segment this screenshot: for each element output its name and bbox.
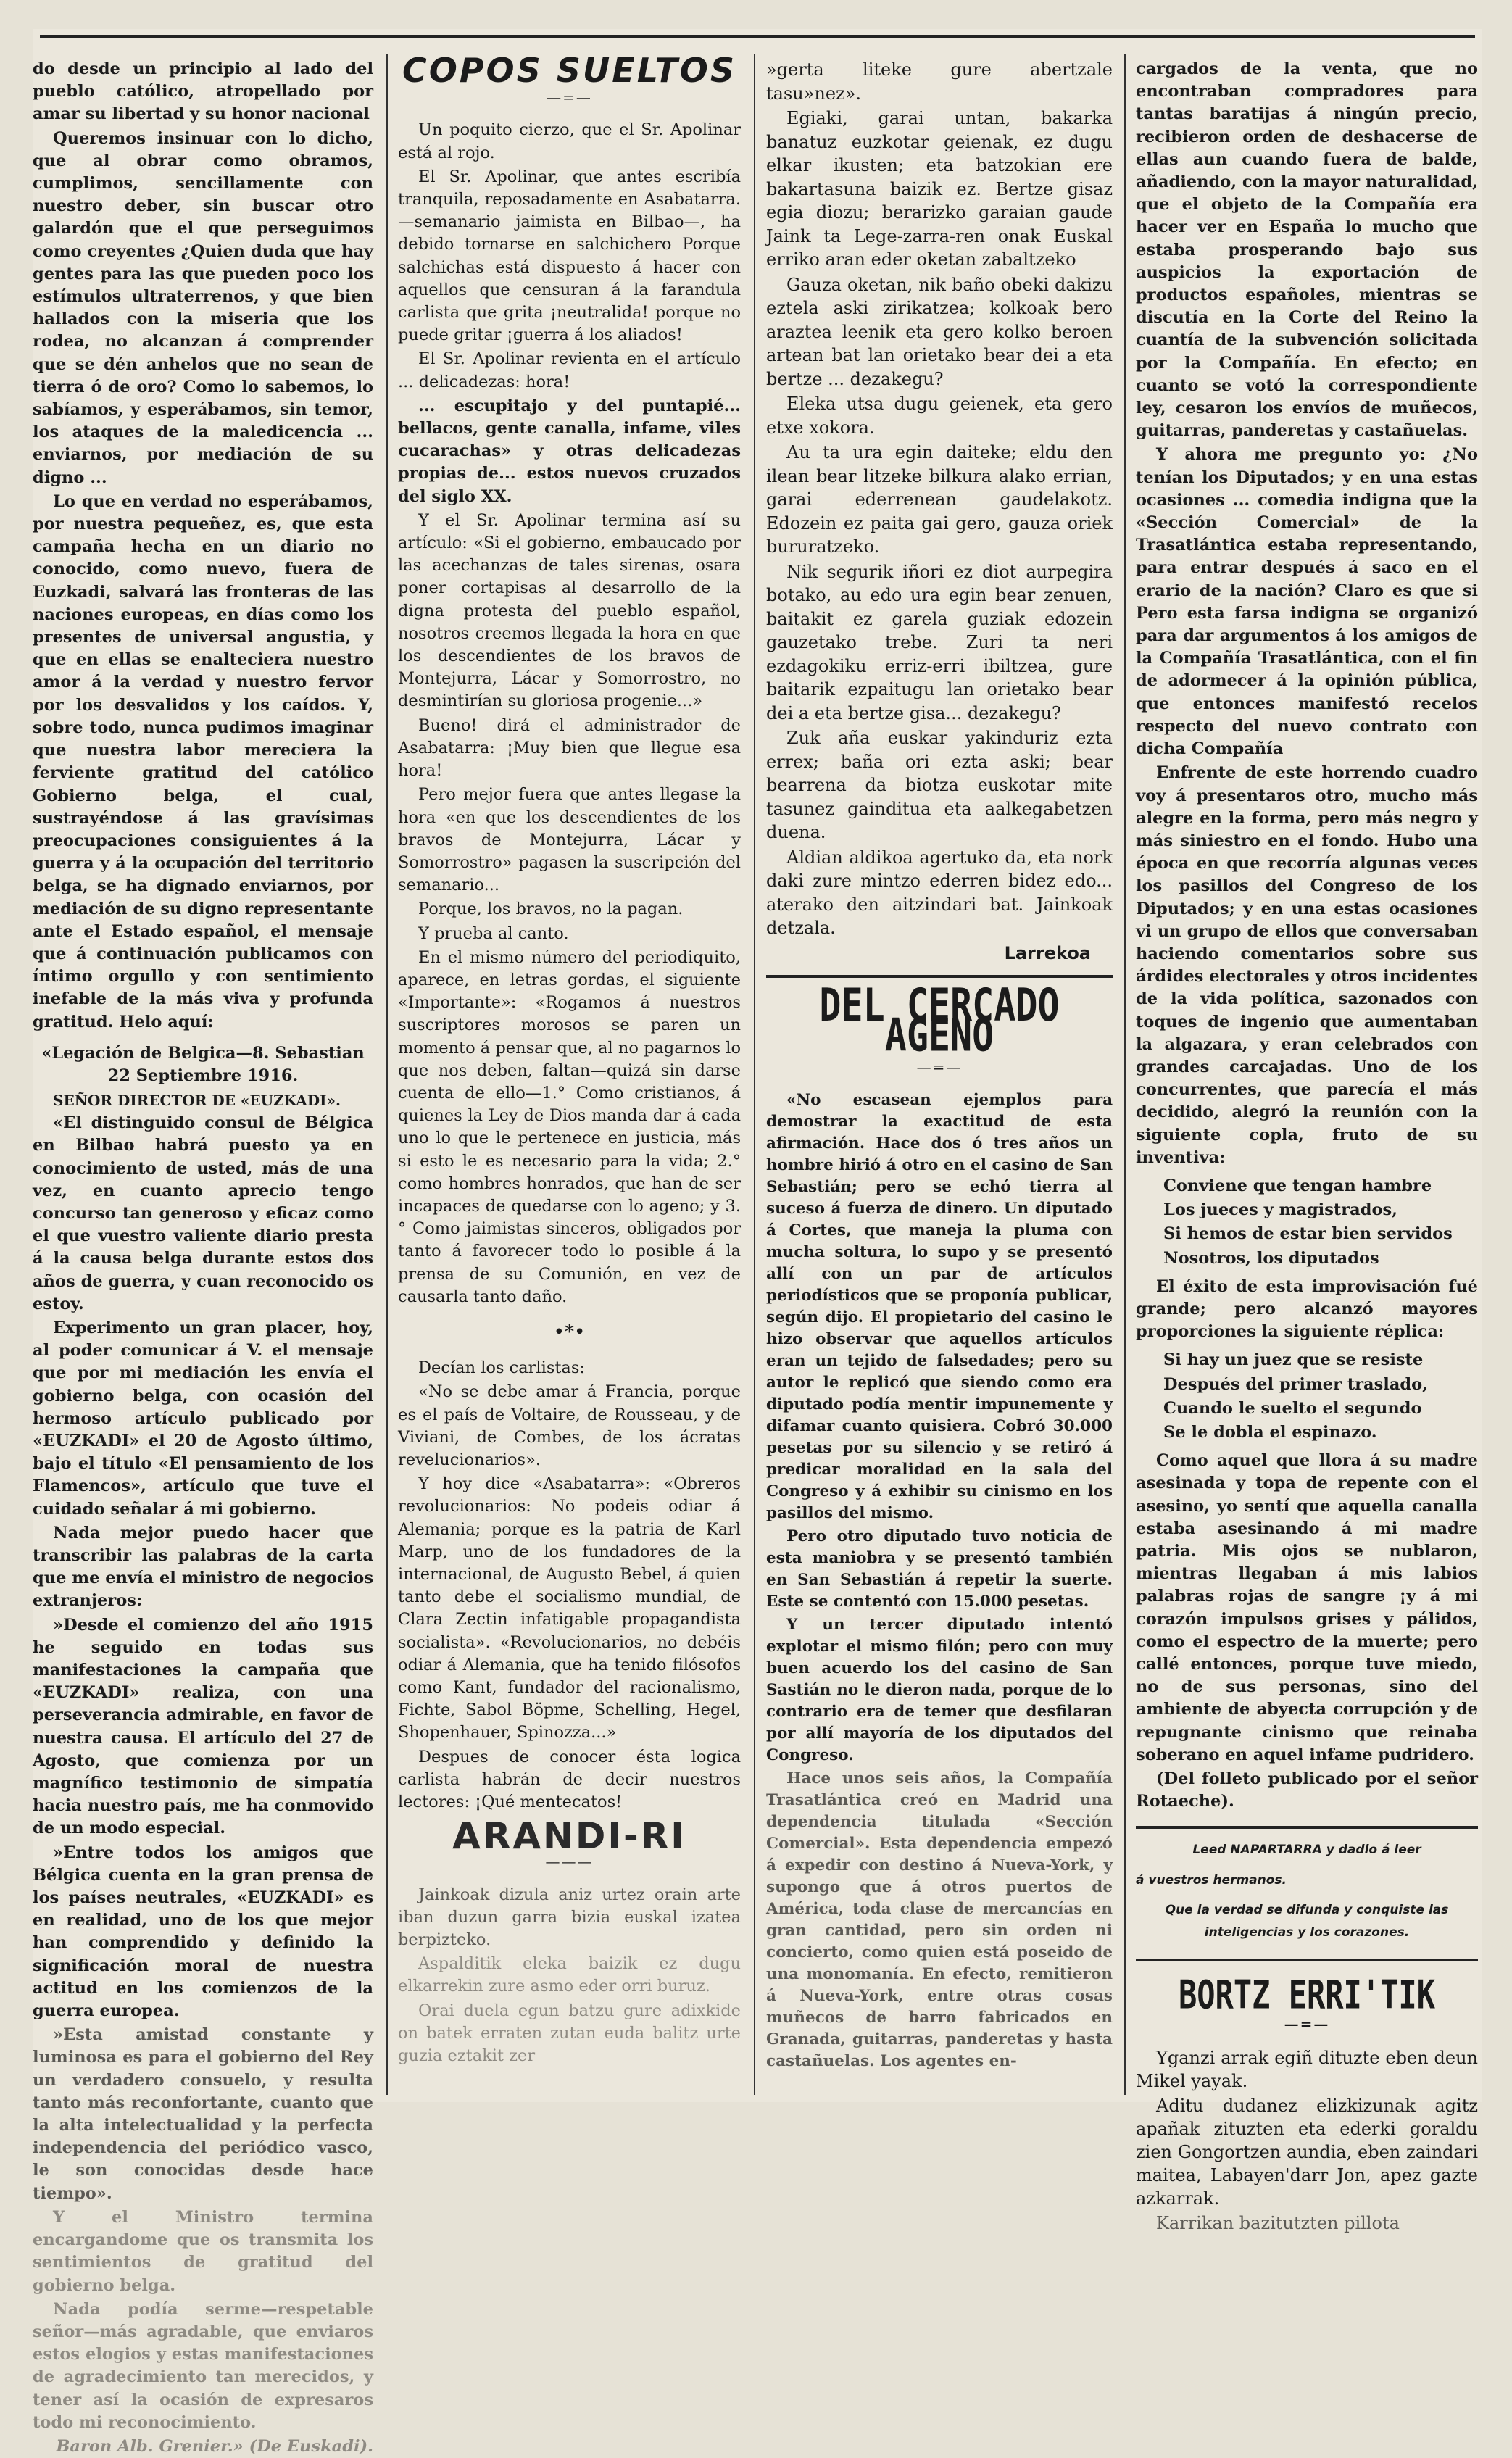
article-body bbox=[766, 1089, 1113, 2072]
divider-ornament: —=— bbox=[547, 88, 592, 107]
paragraph: Aspalditik eleka baizik ez dugu elkarrekin zure asmo eder orri buruz. bbox=[398, 1954, 741, 1996]
paragraph: «El distinguido consul de Bélgica en Bilbao habrá puesto ya en conocimiento de usted, más de una vez, en cuanto aprecio tengo concurso tan generoso y eficaz como el que vuestro valiente diario presta á la causa belga durante estos dos años de guerra, y cuan reconocido os estoy. bbox=[33, 1113, 373, 1313]
paragraph: Nik segurik iñori ez diot aurpegira botako, au edo ura egin bear zenuen, baitakit ez garela guziak edozein gauzetako trebe. Zuri ta neri ezdagokiku erriz-erri ibiltzea, gure baitarik ezpaitugu lan orietako bear dei a eta bertze gisa... dezakegu? bbox=[766, 561, 1113, 723]
ad-line: Leed NAPARTARRA y dadlo á leer bbox=[1192, 1843, 1421, 1858]
paragraph: Bueno! dirá el administrador de Asabatarra: ¡Muy bien que llegue esa hora! bbox=[398, 715, 741, 781]
legation-line: «Legación de Belgica—8. Sebastian 22 Septiembre 1916. bbox=[41, 1043, 365, 1085]
column-2 bbox=[398, 51, 741, 2095]
paragraph: El Sr. Apolinar revienta en el artículo ... delicadezas: hora! bbox=[398, 349, 741, 391]
paragraph: Un poquito cierzo, que el Sr. Apolinar está al rojo. bbox=[398, 120, 741, 162]
paragraph: Hace unos seis años, la Compañía Trasatlántica creó en Madrid una dependencia titulada «Sección Comercial». Esta dependencia empezó á expedir con destino á Nueva-York, y supongo que á otros puertos de América, toda clase de mercancías en gran cantidad, pero sin orden ni concierto, como quien está poseido de una monomanía. En efecto, remitieron á Nueva-York, entre otras cosas muñecos de barro fabricados en Granada, guitarras, panderetas y hasta castañuelas. Los agentes en- bbox=[766, 1769, 1113, 2070]
paragraph: Decían los carlistas: bbox=[418, 1358, 585, 1378]
paragraph: (Del folleto publicado por el señor Rotaeche). bbox=[1136, 1769, 1478, 1811]
verse-line: Cuando le suelto el segundo bbox=[1163, 1398, 1422, 1418]
verse-1 bbox=[1136, 1175, 1478, 1270]
section-rule bbox=[766, 975, 1113, 978]
paragraph: Y un tercer diputado intentó explotar el mismo filón; pero con muy buen acuerdo los del casino de San Sastián no le dieron nada, porque de lo contrario era de temer que desfilaran por allí mayoría de los diputados del Congreso. bbox=[766, 1615, 1113, 1764]
paragraph: »Entre todos los amigos que Bélgica cuenta en la gran prensa de los países neutrales, «EUZKADI» es en realidad, uno de los que mejor han comprendido y definido la significación moral de nuestra actitud en los comienzos de la guerra europea. bbox=[33, 1843, 373, 2021]
signature: Baron Alb. Grenier.» (De Euskadi). bbox=[56, 2436, 373, 2456]
verse-line: Los jueces y magistrados, bbox=[1163, 1200, 1397, 1220]
divider-ornament: ——— bbox=[545, 1853, 594, 1871]
paragraph: »Esta amistad constante y luminosa es para el gobierno del Rey un verdadero consuelo, y resulta tanto más reconfortante, cuanto que la alta intelectualidad y la perfecta independencia del periódico vasco, le son conocidas desde hace tiempo». bbox=[33, 2025, 373, 2203]
paragraph: Y prueba al canto. bbox=[418, 923, 569, 943]
paragraph: Lo que en verdad no esperábamos, por nuestra pequeñez, es, que esta campaña hecha en un diario no conocido, como nuevo, fuera de Euzkadi, salvará las fronteras de las naciones europeas, en días como los presentes de universal angustia, y que en ellas se enalteciera nuestro amor á la verdad y nuestro fervor por los desvalidos y los caídos. Y, sobre todo, nunca pudimos imaginar que nuestra labor mereciera la ferviente gratitud del católico Gobierno belga, el cual, sustrayéndose á las gravísimas preocupaciones consiguientes á la guerra y á la ocupación del territorio belga, se ha dignado enviarnos, por mediación de su digno representante ante el Estado español, el mensaje que á continuación publicamos con íntimo orgullo y con sentimiento inefable de la más viva y profunda gratitud. Helo aquí: bbox=[33, 491, 373, 1031]
salutation: SEÑOR DIRECTOR DE «EUZKADI». bbox=[53, 1092, 341, 1110]
paragraph: Yganzi arrak egiñ dituzte eben deun Mikel yayak. bbox=[1136, 2047, 1478, 2091]
column-4 bbox=[1136, 58, 1478, 2233]
section-title: DEL CERCADO AGENO bbox=[819, 979, 1060, 1061]
section-title: COPOS SUELTOS bbox=[402, 51, 737, 90]
divider-ornament: —=— bbox=[1284, 2015, 1330, 2033]
paragraph: Orai duela egun batzu gure adixkide on batek erraten zutan euda balitz urte guzia eztakit zer bbox=[398, 2001, 741, 2066]
paragraph: Y hoy dice «Asabatarra»: «Obreros revolucionarios: No podeis odiar á Alemania; porque es la patria de Karl Marp, uno de los fundadores de la internacional, de Augusto Bebel, á quien tanto debe el socialismo mundial, de Clara Zectin infatigable propagandista socialista». «Revolucionarios, no debéis odiar á Alemania, que ha tenido filósofos como Kant, fundador del racionalismo, Fichte, Sabol Böpme, Schelling, Hegel, Shopenhauer, Spinozza...» bbox=[398, 1474, 741, 1743]
verse-line: Conviene que tengan hambre bbox=[1163, 1176, 1432, 1195]
paragraph: Eleka utsa dugu geienek, eta gero etxe xokora. bbox=[766, 394, 1113, 438]
paragraph: Porque, los bravos, no la pagan. bbox=[418, 900, 684, 919]
ad-line: á vuestros hermanos. bbox=[1136, 1872, 1287, 1888]
paragraph: »Desde el comienzo del año 1915 he seguido en todas sus manifestaciones la campaña que «EUZKADI» realiza, con una perseverancia admirable, en favor de nuestra causa. El artículo del 27 de Agosto, que comienza por un magnífico testimonio de simpatía hacia nuestro país, me ha conmovido de un modo especial. bbox=[33, 1615, 373, 1838]
asterism: •*• bbox=[553, 1321, 586, 1343]
ad-line: Que la verdad se difunda y conquiste las inteligencias y los corazones. bbox=[1165, 1902, 1449, 1940]
paragraph: Aldian aldikoa agertuko da, eta nork daki zure mintzo ederren bidez edo... aterako den aitzindari bat. Jainkoak detzala. bbox=[766, 847, 1113, 938]
paragraph: Egiaki, garai untan, bakarka banatuz euzkotar geienak, ez dugu elkar ikusten; eta batzokian ere bakartasuna baizik ez. Bertze gisaz egia diozu; berarizko garaian gaude Jaink ta Lege-zarra-ren onak Euskal erriko aran eder oketan zabaltzeko bbox=[766, 108, 1113, 270]
paragraph: «No se debe amar á Francia, porque es el país de Voltaire, de Rousseau, y de Viviani, de Combes, de los ácratas revelucionarios». bbox=[398, 1382, 741, 1469]
verse-line: Si hemos de estar bien servidos bbox=[1163, 1224, 1453, 1244]
author-signature: Larrekoa bbox=[1004, 942, 1091, 963]
paragraph: Pero otro diputado tuvo noticia de esta maniobra y se presentó también en San Sebastián á repetir la suerte. Este se contentó con 15.000 pesetas. bbox=[766, 1527, 1113, 1611]
column-divider bbox=[1124, 54, 1126, 2095]
divider-ornament: —=— bbox=[916, 1058, 963, 1076]
column-divider bbox=[386, 54, 388, 2095]
paragraph: Experimento un gran placer, hoy, al poder comunicar á V. el mensaje que por mi mediación les envía el gobierno belga, con ocasión del hermoso artículo publicado por «EUZKADI» el 20 de Agosto último, bajo el título «El pensamiento de los Flamencos», artículo que tuve el cuidado señalar á mi gobierno. bbox=[33, 1318, 373, 1519]
paragraph: Au ta ura egin daiteke; eldu den ilean bear litzeke bilkura alako errian, garai ederrenean gaudelakotz. Edozein ez paita gai gero, gauza oriek bururatzeko. bbox=[766, 442, 1113, 557]
verse-line: Si hay un juez que se resiste bbox=[1163, 1350, 1424, 1370]
paragraph: ... escupitajo y del puntapié... bellacos, gente canalla, infame, viles cucarachas» y otras delicadezas propias de... estos nuevos cruzados del siglo XX. bbox=[398, 396, 741, 506]
paragraph: El éxito de esta improvisación fué grande; pero alcanzó mayores proporciones la siguiente réplica: bbox=[1136, 1276, 1478, 1342]
newspaper-page bbox=[33, 29, 1482, 2456]
paragraph: Queremos insinuar con lo dicho, que al obrar como obramos, cumplimos, sencillamente con nuestro deber, sin buscar otro galardón que el que perseguimos como creyentes ¿Quien duda que hay gentes para las que pueden poco los estímulos ultraterrenos, y que bien hallados con la miseria que los rodea, no alcanzan á comprender que se dén anhelos que no sean de tierra ó de oro? Como lo sabemos, lo sabíamos, y esperábamos, sin temor, los ataques de la maledicencia ... enviarnos, por mediación de su digno ... bbox=[33, 128, 373, 487]
paragraph: Y el Sr. Apolinar termina así su artículo: «Si el gobierno, embaucado por las acechanzas de tales sirenas, osara poner cortapisas al desarrollo de la digna protesta del pueblo español, nosotros creemos llegada la hora en que los descendientes de los bravos de Montejurra, Lácar y Somorrostro, no desmintirían su gloriosa progenie...» bbox=[398, 510, 741, 711]
article-body bbox=[1136, 2046, 1478, 2235]
paragraph: Aditu dudanez elizkizunak agitz apañak zituzten eta ederki goraldu zien Gongortzen aundia, eben zaindari maitea, Labayen'darr Jon, apez gazte azkarrak. bbox=[1136, 2095, 1478, 2209]
paragraph: Y el Ministro termina encargandome que os transmita los sentimientos de gratitud del gobierno belga. bbox=[33, 2207, 373, 2295]
paragraph: Jainkoak dizula aniz urtez orain arte iban duzun garra bizia euskal izatea berpizteko. bbox=[398, 1885, 741, 1950]
paragraph: Gauza oketan, nik baño obeki dakizu eztela aski zirikatzea; kolkoak bero araztea leenik eta gero kolko beroen artean bat lan orietako bear dei a eta bertze ... dezakegu? bbox=[766, 274, 1113, 389]
paragraph: Pero mejor fuera que antes llegase la hora «en que los descendientes de los bravos de Montejurra, Lácar y Somorrostro» pagasen la suscripción del semanario... bbox=[398, 785, 741, 895]
section-title: BORTZ ERRI'TIK bbox=[1178, 1971, 1435, 2018]
section-title: ARANDI-RI bbox=[452, 1815, 686, 1858]
paragraph: En el mismo número del periodiquito, aparece, en letras gordas, el siguiente «Importante»: «Rogamos á nuestros suscriptores morosos se paren un momento á pensar que, al no pagarnos lo que nos deben, faltan—quizá sin darse cuenta de ello—1.° Como cristianos, á quienes la Ley de Dios manda dar á cada uno lo que le pertenece en justicia, más si esto le es necesario para la vida; 2.° como hombres honrados, que han de ser incapaces de quedarse con lo ageno; y 3.° Como jaimistas sinceros, obligados por tanto á favorecer todo lo posible á la prensa de su Comunión, en vez de causarla tanto daño. bbox=[398, 947, 741, 1306]
advertisement-box bbox=[1136, 1826, 1478, 1961]
paragraph: Nada podía serme—respetable señor—más agradable, que enviaros estos elogios y estas manifestaciones de agradecimiento tan merecidos, y tener así la ocasión de expresaros todo mi reconocimiento. bbox=[33, 2299, 373, 2432]
paragraph: Enfrente de este horrendo cuadro voy á presentaros otro, mucho más alegre en la forma, pero más negro y más siniestro en el fondo. Hubo una época en que recorría algunas veces los pasillos del Congreso de los Diputados; y en una estas ocasiones vi un grupo de ellos que conversaban haciendo comentarios sobre sus árdides electorales y otros incidentes de la vida política, sazonados con toques de ingenio que aumentaban la algazara, y eran celebrados con grandes carcajadas. Uno de los concurrentes, que parecía el más decidido, alegró la reunión con la siguiente copla, fruto de su inventiva: bbox=[1136, 763, 1478, 1167]
top-rule bbox=[40, 35, 1475, 38]
paragraph: cargados de la venta, que no encontraban compradores para tantas baratijas á ningún precio, recibieron orden de deshacerse de ellas aun cuando fuera de balde, añadiendo, con la mayor naturalidad, que el objeto de la Compañía era hacer ver en España lo mucho que estaba prosperando bajo sus auspicios la exportación de productos españoles, mientras se discutía en la Corte del Reino la cuantía de la subvención solicitada por la Compañía. En efecto; en cuanto se votó la correspondiente ley, cesaron los envíos de muñecos, guitarras, panderetas y castañuelas. bbox=[1136, 59, 1478, 441]
paragraph: Karrikan bazitutzten pillota bbox=[1156, 2212, 1400, 2233]
paragraph: «No escasean ejemplos para demostrar la exactitud de esta afirmación. Hace dos ó tres años un hombre hirió á otro en el casino de San Sebastián; pero se echó tierra al suceso á fuerza de dinero. Un diputado á Cortes, que maneja la pluma con mucha soltura, lo supo y se presentó allí con un par de artículos periodísticos que se proponía publicar, según dijo. El propietario del casino le hizo observar que aquellos artículos eran un tejido de falsedades; pero su autor le replicó que siendo como era diputado podía mentir impunemente y difamar cuanto quisiera. Cobró 30.000 pesetas por su silencio y se retiró á predicar moralidad en la sala del Congreso y á exhibir su cinismo en los pasillos del mismo. bbox=[766, 1090, 1113, 1522]
column-3 bbox=[766, 58, 1113, 2095]
paragraph: Nada mejor puedo hacer que transcribir las palabras de la carta que me envía el ministro de negocios extranjeros: bbox=[33, 1523, 373, 1611]
paragraph: Como aquel que llora á su madre asesinada y topa de repente con el asesino, yo sentí que aquella canalla estaba asesinando á mi madre patria. Mis ojos se nublaron, mientras llegaban á mis labios palabras rojas de sangre ¡y á mi corazón impulsos grises y pálidos, como el espectro de la muerte; pero callé entonces, porque tuve miedo, no de sus personas, sino del ambiente de abyecta corrupción y de repugnante cinismo que reinaba soberano en aquel infame pudridero. bbox=[1136, 1451, 1478, 1764]
column-1 bbox=[33, 58, 373, 2456]
verse-line: Se le dobla el espinazo. bbox=[1163, 1422, 1377, 1442]
paragraph: »gerta liteke gure abertzale tasu»nez». bbox=[766, 59, 1113, 104]
column-divider bbox=[754, 54, 755, 2095]
paragraph: Y ahora me pregunto yo: ¿No tenían los Diputados; y en una estas ocasiones ... comedia indigna que la «Sección Comercial» de la Trasatlántica estaba representando, para entrar después á saco en el erario de la nación? Claro es que si Pero esta farsa indigna se organizó para dar argumentos á los amigos de la Compañía Trasatlántica, con el fin de adormecer á la opinión pública, que entonces manifestó recelos respecto del nuevo contrato con dicha Compañía bbox=[1136, 445, 1478, 759]
verse-line: Nosotros, los diputados bbox=[1163, 1248, 1379, 1268]
paragraph: El Sr. Apolinar, que antes escribía tranquila, reposadamente en Asabatarra.—semanario jaimista en Bilbao—, ha debido tornarse en salchichero Porque salchichas está dispuesto á hacer con aquellos que censuran á la farandula carlista que grita ¡neutralida! porque no puede gritar ¡guerra á los aliados! bbox=[398, 167, 741, 345]
paragraph: do desde un principio al lado del pueblo católico, atropellado por amar su libertad y su honor nacional bbox=[33, 59, 373, 124]
paragraph: Despues de conocer ésta logica carlista habrán de decir nuestros lectores: ¡Qué mentecatos! bbox=[398, 1747, 741, 1812]
verse-line: Después del primer traslado, bbox=[1163, 1374, 1428, 1394]
paragraph: Zuk aña euskar yakinduriz ezta errex; baña ori ezta aski; bear bearrena da biotza euskotar mite tasunez gainditua eta aalkegabetzen duena. bbox=[766, 728, 1113, 842]
verse-2 bbox=[1136, 1349, 1478, 1444]
